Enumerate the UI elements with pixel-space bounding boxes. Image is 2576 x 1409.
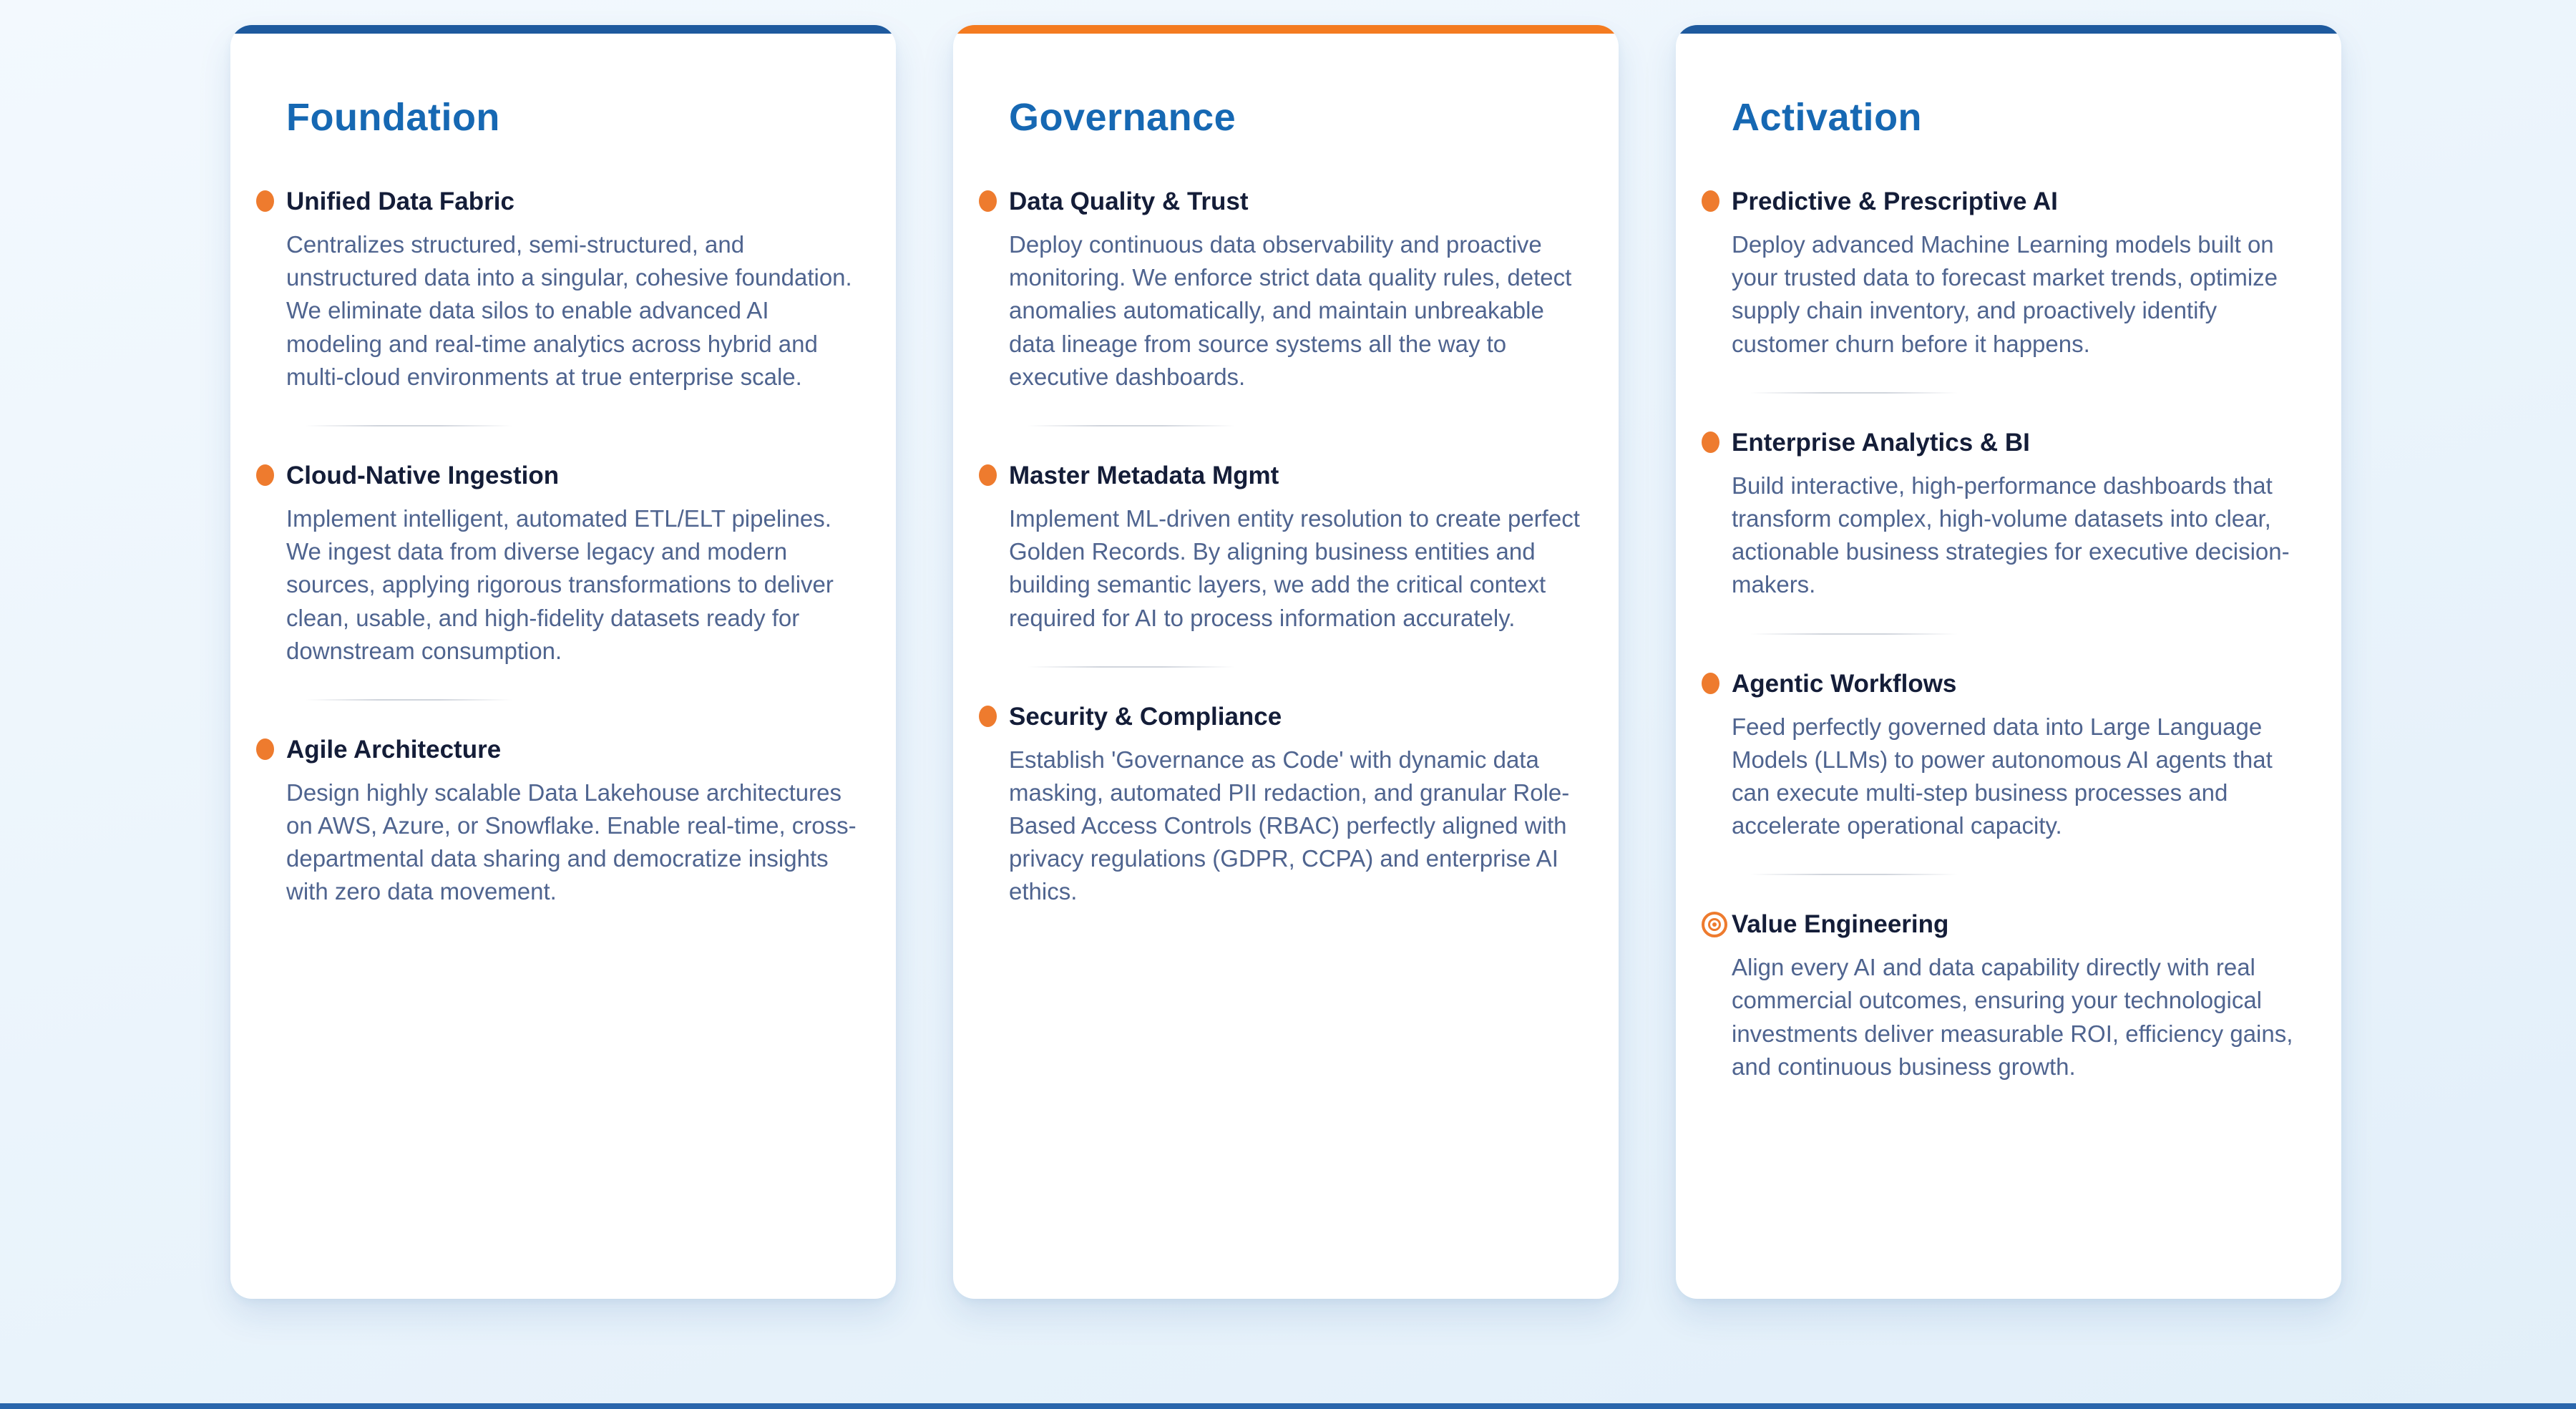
item-body: Deploy continuous data observability and proactive monitoring. We enforce strict data quality rules, detect anomalies automatically, and maintain unbreakable data lineage from source systems all the way to executive dashboards.	[1009, 231, 1572, 390]
list-item	[979, 461, 1593, 635]
item-divider	[1028, 666, 1235, 668]
item-title: Agentic Workflows	[1732, 669, 1957, 698]
item-body: Centralizes structured, semi-structured, and unstructured data into a singular, cohesive foundation. We eliminate data silos to enable advanced AI modeling and real-time analytics across hybrid and multi-cloud environments at true enterprise scale.	[286, 231, 852, 390]
item-icon-cell	[979, 461, 1009, 486]
item-icon-cell	[979, 702, 1009, 727]
item-divider	[1750, 392, 1958, 394]
item-title: Data Quality & Trust	[1009, 187, 1249, 215]
bullet-dot-icon	[979, 464, 997, 486]
pillar-card	[1676, 25, 2341, 1299]
card-items	[1702, 187, 2316, 1083]
item-body: Build interactive, high-performance dashboards that transform complex, high-volume datasets into clear, actionable business strategies for executive decision-makers.	[1732, 472, 2290, 598]
list-item	[1702, 669, 2316, 843]
item-title: Agile Architecture	[286, 735, 502, 764]
item-title: Security & Compliance	[1009, 702, 1282, 731]
item-text	[1009, 461, 1593, 635]
card-title: Governance	[1009, 96, 1236, 139]
card-items	[256, 187, 870, 909]
pillar-card	[230, 25, 896, 1299]
list-item	[1702, 910, 2316, 1083]
item-body: Establish 'Governance as Code' with dynamic data masking, automated PII redaction, and granular Role-Based Access Controls (RBAC) perfectly aligned with privacy regulations (GDPR, CCPA) and enterprise AI ethics.	[1009, 746, 1570, 905]
item-divider	[1028, 425, 1235, 426]
list-item	[979, 702, 1593, 909]
card-accent-bar	[230, 25, 896, 34]
bullet-dot-icon	[1702, 190, 1719, 212]
card-accent-bar	[1676, 25, 2341, 34]
list-item	[979, 187, 1593, 394]
item-icon-cell	[1702, 669, 1732, 694]
bullet-dot-icon	[256, 190, 274, 212]
list-item	[256, 735, 870, 909]
item-icon-cell	[256, 735, 286, 760]
card-title: Activation	[1732, 96, 1923, 139]
item-text	[1732, 187, 2316, 361]
item-icon-cell	[256, 187, 286, 212]
item-body: Design highly scalable Data Lakehouse architectures on AWS, Azure, or Snowflake. Enable real-time, cross-departmental data sharing and democratize insights with zero data movement.	[286, 779, 857, 905]
item-text	[286, 187, 870, 394]
item-divider	[305, 425, 512, 426]
card-items	[979, 187, 1593, 909]
item-text	[1732, 910, 2316, 1083]
item-title: Cloud-Native Ingestion	[286, 461, 560, 489]
list-item	[1702, 428, 2316, 602]
item-body: Deploy advanced Machine Learning models built on your trusted data to forecast market trends, optimize supply chain inventory, and proactively identify customer churn before it happens.	[1732, 231, 2278, 357]
item-icon-cell	[1702, 910, 1732, 937]
item-icon-cell	[256, 461, 286, 486]
bullet-dot-icon	[256, 738, 274, 760]
pillar-card	[953, 25, 1619, 1299]
item-body: Align every AI and data capability directly with real commercial outcomes, ensuring your technological investments deliver measurable ROI, efficiency gains, and continuous business growth.	[1732, 954, 2293, 1080]
target-icon	[1702, 912, 1727, 937]
bullet-dot-icon	[1702, 432, 1719, 453]
card-title: Foundation	[286, 96, 500, 139]
item-text	[1732, 669, 2316, 843]
list-item	[1702, 187, 2316, 361]
card-accent-bar	[953, 25, 1619, 34]
item-text	[1009, 702, 1593, 909]
bullet-dot-icon	[1702, 673, 1719, 694]
item-body: Implement intelligent, automated ETL/ELT pipelines. We ingest data from diverse legacy and modern sources, applying rigorous transformations to deliver clean, usable, and high-fidelity datasets ready for downstream consumption.	[286, 504, 834, 664]
bullet-dot-icon	[979, 190, 997, 212]
item-divider	[1750, 874, 1958, 875]
item-icon-cell	[979, 187, 1009, 212]
item-body: Implement ML-driven entity resolution to create perfect Golden Records. By aligning business entities and building semantic layers, we add the critical context required for AI to process information accurately.	[1009, 504, 1580, 631]
bullet-dot-icon	[979, 706, 997, 727]
item-body: Feed perfectly governed data into Large Language Models (LLMs) to power autonomous AI agents that can execute multi-step business processes and accelerate operational capacity.	[1732, 713, 2273, 839]
item-divider	[1750, 633, 1958, 635]
item-title: Unified Data Fabric	[286, 187, 514, 215]
item-title: Value Engineering	[1732, 910, 1949, 939]
item-divider	[305, 699, 512, 701]
bullet-dot-icon	[256, 464, 274, 486]
item-title: Master Metadata Mgmt	[1009, 461, 1279, 489]
list-item	[256, 187, 870, 394]
item-icon-cell	[1702, 187, 1732, 212]
item-text	[286, 461, 870, 668]
item-text	[1009, 187, 1593, 394]
item-icon-cell	[1702, 428, 1732, 453]
item-text	[286, 735, 870, 909]
list-item	[256, 461, 870, 668]
item-title: Enterprise Analytics & BI	[1732, 428, 2030, 457]
item-title: Predictive & Prescriptive AI	[1732, 187, 2058, 215]
bottom-bar	[0, 1403, 2576, 1409]
cards-row	[230, 25, 2341, 1299]
item-text	[1732, 428, 2316, 602]
